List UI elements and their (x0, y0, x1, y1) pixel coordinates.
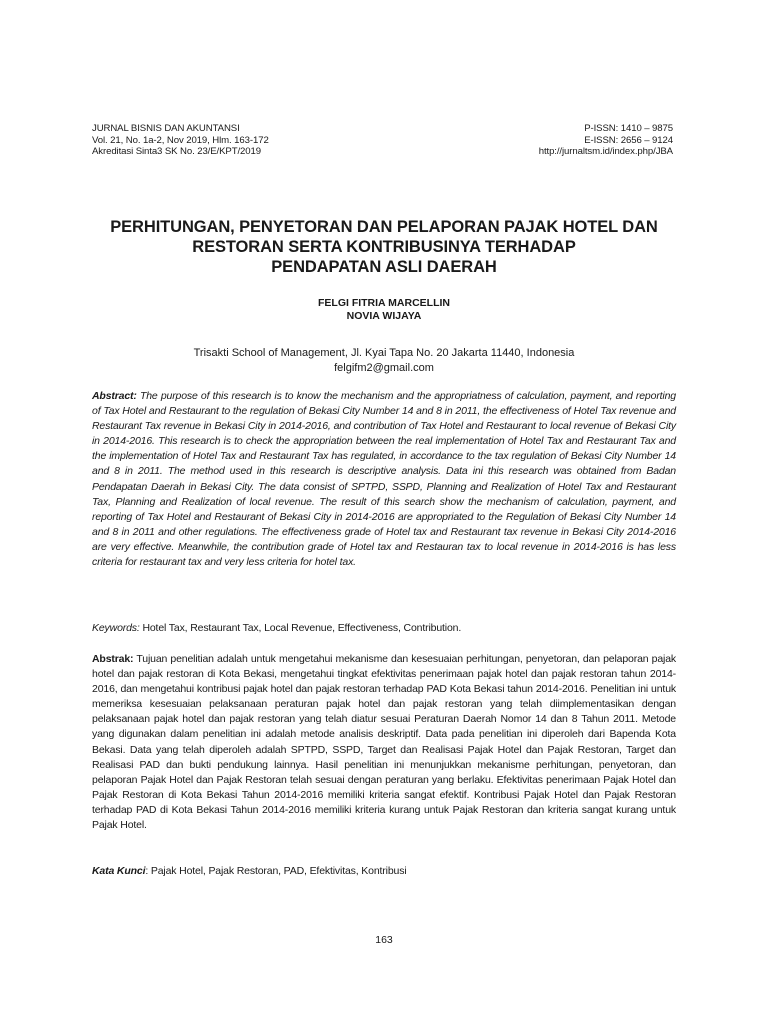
affiliation: Trisakti School of Management, Jl. Kyai Tapa No. 20 Jakarta 11440, Indonesia (193, 347, 575, 359)
abstract-english (92, 389, 676, 570)
journal-url[interactable]: http://jurnaltsm.id/index.php/JBA (538, 146, 673, 157)
keywords-indonesian (92, 864, 676, 879)
affiliation-block (92, 346, 676, 376)
journal-header-right (539, 123, 673, 158)
journal-accreditation: Akreditasi Sinta3 SK No. 23/E/KPT/2019 (92, 146, 261, 157)
journal-header-left (92, 123, 269, 158)
abstrak-label: Abstrak: (92, 653, 134, 665)
journal-volume: Vol. 21, No. 1a-2, Nov 2019, Hlm. 163-172 (92, 134, 269, 146)
author-email[interactable]: felgifm2@gmail.com (334, 362, 434, 374)
abstract-text: The purpose of this research is to know the mechanism and the appropriatness of calculation, payment, and reporting of Tax Hotel and Restaurant to the regulation of Bekasi City Number 14 and 8 in 2011, the effectiveness of Hotel Tax revenue and Restaurant Tax revenue in Bekasi City in 2014-2016, and contribution of Tax Hotel and Restaurant to local revenue of Bekasi City in 2014-2016. This research is to check the appropriation between the real implementation of Hotel Tax and Restaurant Tax and the implementation of Hotel Tax and Restaurant Tax has regulated, in accordance to the tax regulation of Bekasi City Number 14 and 8 in 2011. The method used in this research is descriptive analysis. Data ini this research was obtained from Badan Pendapatan Daerah in Bekasi City. The data consist of SPTPD, SSPD, Planning and Realization of Hotel Tax and Restaurant Tax, Planning and Realization of local revenue. The result of this search show the mechanism of calculation, payment, and reporting of Tax Hotel and Restaurant of Bekasi City in 2014-2016 are appropriated to the Regulation of Bekasi City Number 14 and 8 in 2011 and other regulations. The effectiveness grade of Hotel tax and Restaurant tax revenue in Bekasi City 2014-2016 are very effective. Meanwhile, the contribution grade of Hotel tax and Restauran tax to local revenue in 2014-2016 is has less criteria for restaurant tax and very less criteria for hotel tax. (92, 390, 676, 569)
title-line: RESTORAN SERTA KONTRIBUSINYA TERHADAP (192, 238, 576, 256)
keywords-label: Keywords: (92, 622, 140, 634)
title-line: PENDAPATAN ASLI DAERAH (271, 258, 497, 276)
abstract-label: Abstract: (92, 390, 137, 402)
abstract-indonesian (92, 652, 676, 833)
journal-pissn: P-ISSN: 1410 – 9875 (584, 123, 673, 134)
title-line: PERHITUNGAN, PENYETORAN DAN PELAPORAN PAJAK HOTEL DAN (110, 218, 658, 236)
kata-kunci-label: Kata Kunci (92, 865, 146, 877)
abstrak-text: Tujuan penelitian adalah untuk mengetahui mekanisme dan kesesuaian perhitungan, penyetoran, dan pelaporan pajak hotel dan pajak restoran di Kota Bekasi, mengetahui tingkat efektivitas penerimaan pajak hotel dan pajak restoran tahun 2014-2016, dan mengetahui kontribusi pajak hotel dan pajak restoran terhadap PAD Kota Bekasi tahun 2014-2016. Penelitian ini untuk memeriksa kesesuaian pelaksanaan peraturan pajak hotel dan pajak restoran yang telah diimplementasikan dengan pelaksanaan pajak hotel dan pajak restoran yang telah diatur sesuai Peraturan Daerah Nomor 14 dan 8 Tahun 2011. Metode yang digunakan dalam penelitian ini adalah metode analisis deskriptif. Data pada penelitian ini diperoleh dari Bapenda Kota Bekasi. Data yang telah diperoleh adalah SPTPD, SSPD, Target dan Realisasi Pajak Hotel dan Pajak Restoran, Target dan Realisasi PAD dan bukti pendukung lainnya. Hasil penelitian ini menunjukkan mekanisme perhitungan, penyetoran, dan pelaporan Pajak Hotel dan Pajak Restoran telah sesuai dengan peraturan yang berlaku. Efektivitas penerimaan Pajak Hotel dan Pajak Restoran di Kota Bekasi Tahun 2014-2016 memiliki kriteria sangat efektif. Kontribusi Pajak Hotel dan Pajak Restoran terhadap PAD di Kota Bekasi Tahun 2014-2016 memiliki kriteria kurang untuk Pajak Restoran dan kriteria sangat kurang untuk Pajak Hotel. (92, 653, 676, 832)
journal-eissn: E-ISSN: 2656 – 9124 (584, 134, 673, 146)
keywords-english (92, 621, 676, 636)
keywords-text: Hotel Tax, Restaurant Tax, Local Revenue, Effectiveness, Contribution. (139, 622, 462, 634)
author-name: NOVIA WIJAYA (346, 310, 422, 322)
kata-kunci-text: : Pajak Hotel, Pajak Restoran, PAD, Efektivitas, Kontribusi (145, 865, 407, 877)
paper-title (92, 217, 676, 277)
author-list (92, 297, 676, 323)
page-number: 163 (375, 934, 393, 946)
author-name: FELGI FITRIA MARCELLIN (317, 297, 450, 309)
journal-name: JURNAL BISNIS DAN AKUNTANSI (92, 123, 240, 134)
